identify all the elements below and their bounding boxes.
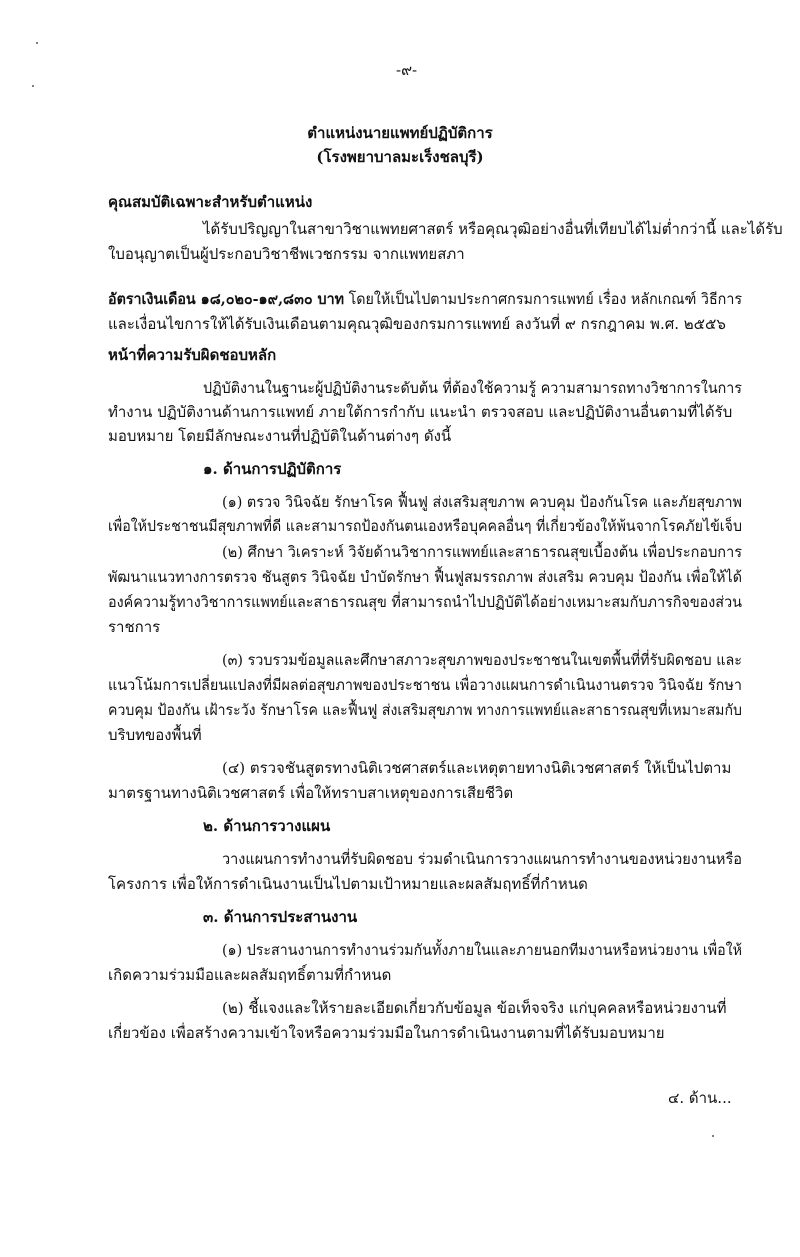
continuation-marker: ๔. ด้าน... <box>668 1089 732 1107</box>
operations-item-line: แนวโน้มการเปลี่ยนแปลงที่มีผลต่อสุขภาพของประชาชน เพื่อวางแผนการดำเนินงานตรวจ วินิจฉัย รักษา <box>108 676 742 694</box>
page-subtitle: (โรงพยาบาลมะเร็งชลบุรี) <box>316 148 484 166</box>
qualification-heading: คุณสมบัติเฉพาะสำหรับตำแหน่ง <box>108 193 313 211</box>
operations-item-line: องค์ความรู้ทางวิชาการแพทย์และสาธารณสุข ที่สามารถนำไปปฏิบัติได้อย่างเหมาะสมกับภารกิจของส่วน <box>108 593 742 611</box>
planning-item-line: วางแผนการทำงานที่รับผิดชอบ ร่วมดำเนินการวางแผนการทำงานของหน่วยงานหรือ <box>222 850 742 868</box>
scan-speck <box>32 85 34 87</box>
qualification-line: ใบอนุญาตเป็นผู้ประกอบวิชาชีพเวชกรรม จากแพทยสภา <box>108 245 465 263</box>
qualification-line: ได้รับปริญญาในสาขาวิชาแพทยศาสตร์ หรือคุณวุฒิอย่างอื่นที่เทียบได้ไม่ต่ำกว่านี้ และได้รับ <box>203 220 783 238</box>
salary-line-2: และเงื่อนไขการให้ได้รับเงินเดือนตามคุณวุฒิของกรมการแพทย์ ลงวันที่ ๙ กรกฎาคม พ.ศ. ๒๕๕๖ <box>108 315 726 333</box>
operations-item-line: พัฒนาแนวทางการตรวจ ชันสูตร วินิจฉัย บำบัดรักษา ฟื้นฟูสมรรถภาพ ส่งเสริม ควบคุม ป้องกัน เพื่อให้ได้ <box>108 568 743 586</box>
operations-item-line: เพื่อให้ประชาชนมีสุขภาพที่ดี และสามารถป้องกันตนเองหรือบุคคลอื่นๆ ที่เกี่ยวข้องให้พ้นจากโรคภัยไข้เจ็บ <box>108 517 742 535</box>
operations-item-line: (๑) ตรวจ วินิจฉัย รักษาโรค ฟื้นฟู ส่งเสริมสุขภาพ ควบคุม ป้องกันโรค และภัยสุขภาพ <box>222 493 743 511</box>
operations-item-line: ราชการ <box>108 618 161 636</box>
section-heading-operations: ๑. ด้านการปฏิบัติการ <box>203 460 342 478</box>
salary-label: อัตราเงินเดือน ๑๘,๐๒๐-๑๙,๘๓๐ บาท <box>108 290 345 308</box>
section-heading-planning: ๒. ด้านการวางแผน <box>203 817 331 835</box>
operations-item-line: (๔) ตรวจชันสูตรทางนิติเวชศาสตร์และเหตุตายทางนิติเวชศาสตร์ ให้เป็นไปตาม <box>222 759 732 777</box>
duties-intro-line: ปฏิบัติงานในฐานะผู้ปฏิบัติงานระดับต้น ที่ต้องใช้ความรู้ ความสามารถทางวิชาการในการ <box>203 379 742 397</box>
duties-heading: หน้าที่ความรับผิดชอบหลัก <box>108 346 277 364</box>
scan-speck <box>712 1135 714 1137</box>
scan-speck <box>36 42 38 44</box>
operations-item-line: ควบคุม ป้องกัน เฝ้าระวัง รักษาโรค และฟื้นฟู ส่งเสริมสุขภาพ ทางการแพทย์และสาธารณสุขที่เหมาะสมกับ <box>108 701 742 719</box>
duties-intro-line: มอบหมาย โดยมีลักษณะงานที่ปฏิบัติในด้านต่างๆ ดังนี้ <box>108 427 452 445</box>
operations-item-line: มาตรฐานทางนิติเวชศาสตร์ เพื่อให้ทราบสาเหตุของการเสียชีวิต <box>108 784 514 802</box>
coordination-item-line: เกิดความร่วมมือและผลสัมฤทธิ์ตามที่กำหนด <box>108 966 392 984</box>
page-number: -๙- <box>396 61 418 79</box>
operations-item-line: (๓) รวบรวมข้อมูลและศึกษาสภาวะสุขภาพของประชาชนในเขตพื้นที่ที่รับผิดชอบ และ <box>222 651 743 669</box>
planning-item-line: โครงการ เพื่อให้การดำเนินงานเป็นไปตามเป้าหมายและผลสัมฤทธิ์ที่กำหนด <box>108 875 588 893</box>
salary-line-1 <box>108 289 742 309</box>
operations-item-line: บริบทของพื้นที่ <box>108 726 202 744</box>
salary-text: โดยให้เป็นไปตามประกาศกรมการแพทย์ เรื่อง หลักเกณฑ์ วิธีการ <box>344 290 743 308</box>
operations-item-line: (๒) ศึกษา วิเคราะห์ วิจัยด้านวิชาการแพทย์และสาธารณสุขเบื้องต้น เพื่อประกอบการ <box>222 543 743 561</box>
coordination-item-line: เกี่ยวข้อง เพื่อสร้างความเข้าใจหรือความร่วมมือในการดำเนินงานตามที่ได้รับมอบหมาย <box>108 1024 665 1042</box>
section-heading-coordination: ๓. ด้านการประสานงาน <box>203 908 358 926</box>
page-title: ตำแหน่งนายแพทย์ปฏิบัติการ <box>307 124 493 142</box>
coordination-item-line: (๑) ประสานงานการทำงานร่วมกันทั้งภายในและภายนอกทีมงานหรือหน่วยงาน เพื่อให้ <box>222 941 743 959</box>
duties-intro-line: ทำงาน ปฏิบัติงานด้านการแพทย์ ภายใต้การกำกับ แนะนำ ตรวจสอบ และปฏิบัติงานอื่นตามที่ได้รับ <box>108 403 733 421</box>
coordination-item-line: (๒) ชี้แจงและให้รายละเอียดเกี่ยวกับข้อมูล ข้อเท็จจริง แก่บุคคลหรือหน่วยงานที่ <box>222 999 727 1017</box>
